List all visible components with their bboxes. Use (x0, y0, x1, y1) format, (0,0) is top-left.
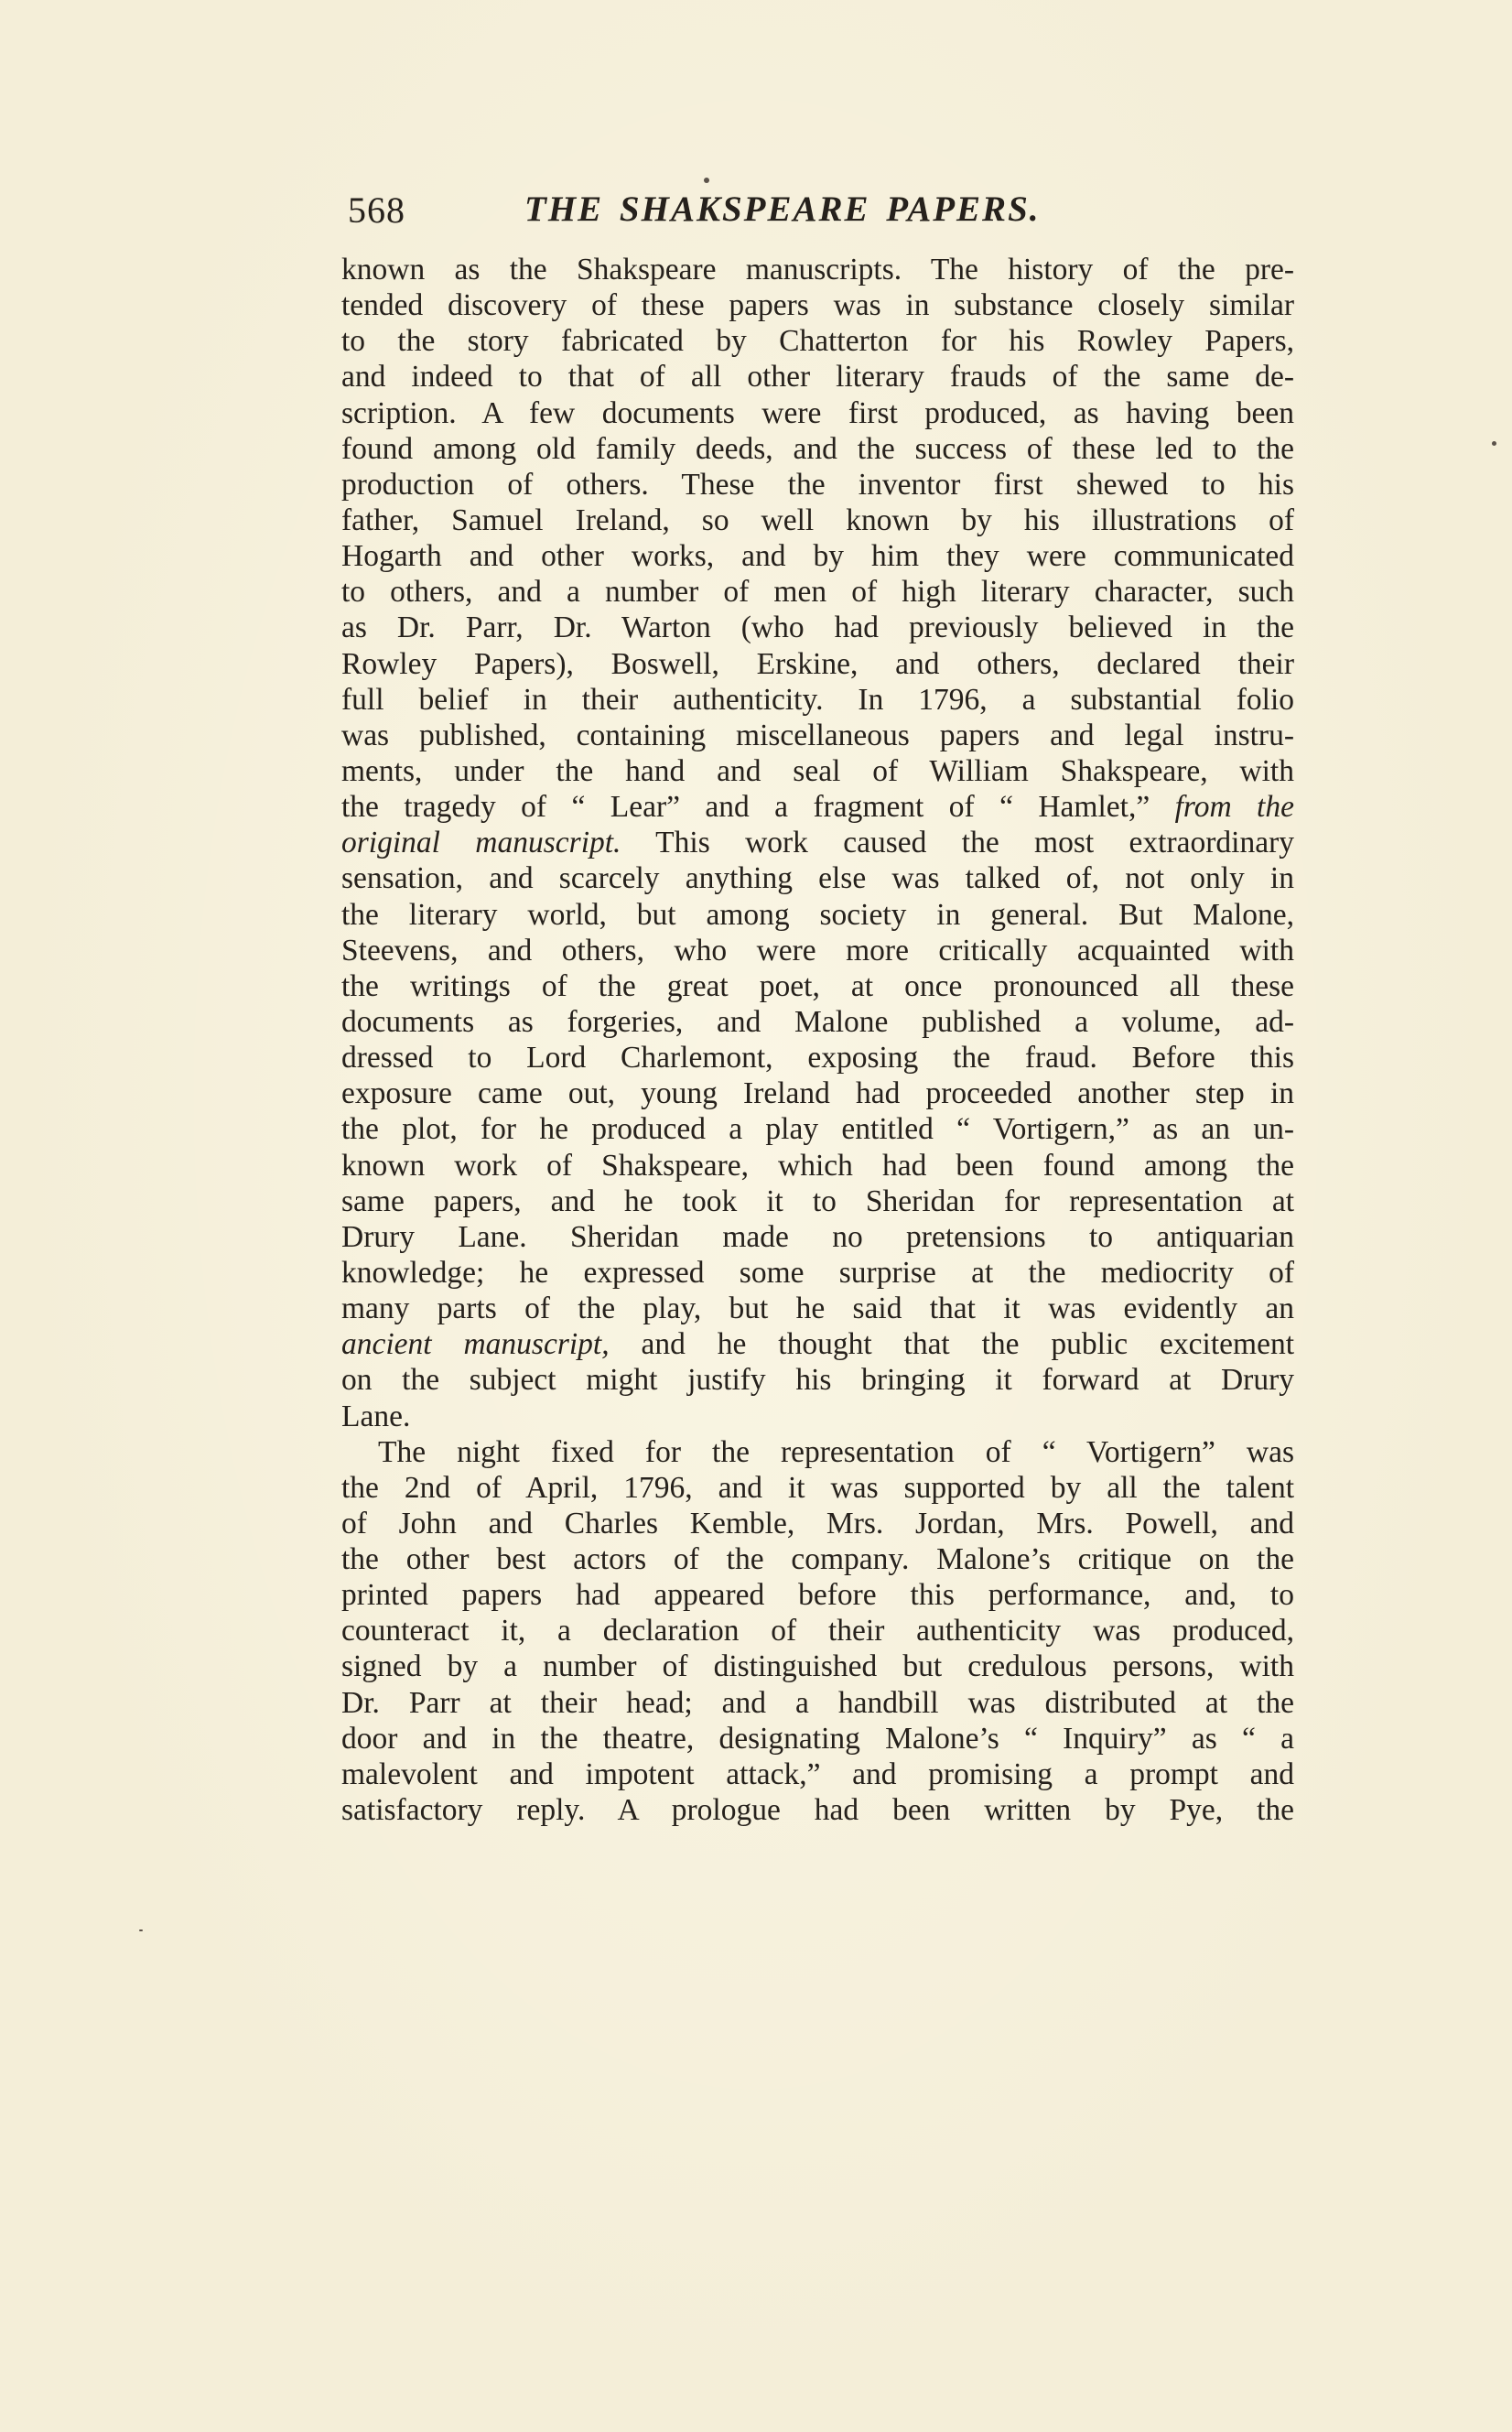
text-line: as Dr. Parr, Dr. Warton (who had previously believed in the (341, 611, 1294, 645)
italic-run: ancient manuscript, (341, 1327, 610, 1362)
text-line: found among old family deeds, and the success of these led to the (341, 431, 1294, 466)
text-line: the plot, for he produced a play entitled “ Vortigern,” as an un- (341, 1112, 1294, 1147)
text-line: Dr. Parr at their head; and a handbill was distributed at the (341, 1685, 1294, 1720)
text-line: production of others. These the inventor first shewed to his (341, 467, 1294, 502)
text-run: and he thought that the public excitement (609, 1327, 1295, 1362)
ink-speck-left (139, 1929, 143, 1931)
text-line: scription. A few documents were first produced, as having been (341, 395, 1294, 430)
text-line: known work of Shakspeare, which had been found among the (341, 1148, 1294, 1183)
text-line: was published, containing miscellaneous papers and legal instru- (341, 718, 1294, 752)
text-line: exposure came out, young Ireland had proceeded another step in (341, 1076, 1294, 1111)
text-line: many parts of the play, but he said that it was evidently an (341, 1292, 1294, 1326)
text-line: Hogarth and other works, and by him they were communicated (341, 539, 1294, 574)
text-line: the writings of the great poet, at once pronounced all these (341, 968, 1294, 1003)
text-line: knowledge; he expressed some surprise at the mediocrity of (341, 1255, 1294, 1290)
text-line: sensation, and scarcely anything else was talked of, not only in (341, 861, 1294, 896)
text-line: The night fixed for the representation of “ Vortigern” was (378, 1434, 1294, 1469)
text-line: tended discovery of these papers was in substance closely similar (341, 288, 1294, 323)
text-line: of John and Charles Kemble, Mrs. Jordan, Mrs. Powell, and (341, 1506, 1294, 1540)
text-line: Rowley Papers), Boswell, Erskine, and others, declared their (341, 646, 1294, 681)
ink-speck-right (1492, 441, 1496, 446)
page-header (344, 189, 1314, 243)
text-line: Drury Lane. Sheridan made no pretensions to antiquarian (341, 1219, 1294, 1254)
text-line: satisfactory reply. A prologue had been written by Pye, the (341, 1793, 1294, 1828)
page-number: 568 (348, 189, 405, 231)
text-line: Steevens, and others, who were more critically acquainted with (341, 933, 1294, 967)
text-line: counteract it, a declaration of their authenticity was produced, (341, 1614, 1294, 1648)
text-line: on the subject might justify his bringing it forward at Drury (341, 1363, 1294, 1398)
text-line: same papers, and he took it to Sheridan for representation at (341, 1184, 1294, 1218)
text-line: signed by a number of distinguished but credulous persons, with (341, 1649, 1294, 1684)
text-line: father, Samuel Ireland, so well known by his illustrations of (341, 503, 1294, 537)
text-run: This work caused the most extraordinary (621, 826, 1294, 860)
italic-run: from the (1150, 790, 1294, 825)
text-line: and indeed to that of all other literary frauds of the same de- (341, 360, 1294, 395)
text-line: full belief in their authenticity. In 1796, a substantial folio (341, 682, 1294, 717)
text-line: to the story fabricated by Chatterton for his Rowley Papers, (341, 324, 1294, 359)
running-title: THE SHAKSPEARE PAPERS. (524, 189, 1041, 229)
text-line: the other best actors of the company. Malone’s critique on the (341, 1542, 1294, 1577)
text-run: the tragedy of “ Lear” and a fragment of “ Hamlet,” (341, 790, 1150, 825)
text-line: printed papers had appeared before this performance, and, to (341, 1578, 1294, 1613)
text-line: known as the Shakspeare manuscripts. The history of the pre- (341, 253, 1294, 286)
text-line: the literary world, but among society in general. But Malone, (341, 897, 1294, 932)
text-line: to others, and a number of men of high literary character, such (341, 575, 1294, 610)
text-line: Lane. (341, 1399, 411, 1433)
body-text (341, 252, 1294, 1828)
text-line: ments, under the hand and seal of William Shakspeare, with (341, 753, 1294, 788)
text-line (341, 789, 1294, 825)
text-line: malevolent and impotent attack,” and promising a prompt and (341, 1756, 1294, 1791)
text-line: documents as forgeries, and Malone published a volume, ad- (341, 1004, 1294, 1039)
italic-run: original manuscript. (341, 826, 621, 860)
ink-speck-top (704, 178, 709, 183)
text-line: dressed to Lord Charlemont, exposing the fraud. Before this (341, 1041, 1294, 1075)
text-line (341, 1326, 1294, 1362)
text-line: door and in the theatre, designating Malone’s “ Inquiry” as “ a (341, 1721, 1294, 1756)
text-line: the 2nd of April, 1796, and it was supported by all the talent (341, 1470, 1294, 1505)
text-line (341, 825, 1294, 860)
